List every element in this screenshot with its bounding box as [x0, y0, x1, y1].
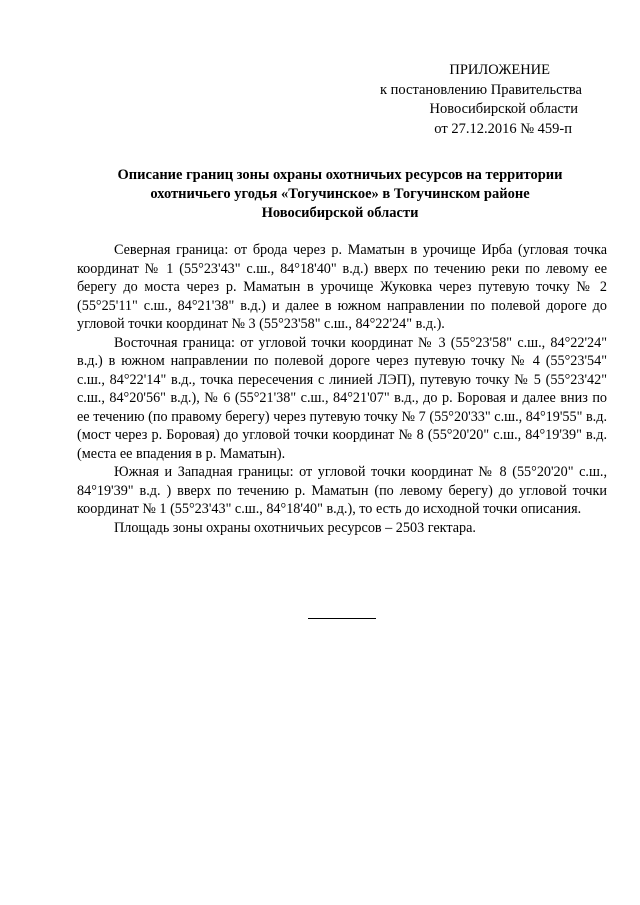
appendix-header	[302, 61, 582, 139]
document-title	[90, 166, 590, 223]
appendix-date-line: от 27.12.2016 № 459-п	[434, 120, 572, 137]
closing-separator-line	[308, 618, 376, 619]
document-title-line-2: охотничьего угодья «Тогучинское» в Тогучинском районе	[150, 186, 530, 202]
document-body	[77, 241, 607, 537]
paragraph-southern-western-border: Южная и Западная границы: от угловой точки координат № 8 (55°20'20" с.ш., 84°19'39" в.д. ) вверх по течению р. Маматын (по левому берегу) до угловой точки координат № 1 (55°23'43" с.ш., 84°18'40" в.д.), то есть до исходной точки описания.	[77, 464, 607, 517]
paragraph-eastern-border: Восточная граница: от угловой точки координат № 3 (55°23'58" с.ш., 84°22'24" в.д.) в южном направлении по полевой дороге через путевую точку № 4 (55°23'54" с.ш., 84°22'14" в.д., точка пересечения с линией ЛЭП), путевую точку № 5 (55°23'42" с.ш., 84°20'56" в.д.), № 6 (55°21'38" с.ш., 84°21'07" в.д., до р. Боровая и далее вниз по ее течению (по правому берегу) через путевую точку № 7 (55°20'33" с.ш., 84°19'55" в.д. (мост через р. Боровая) до угловой точки координат № 8 (55°20'20" с.ш., 84°19'39" в.д. (места ее впадения в р. Маматын).	[77, 334, 607, 462]
document-title-line-3: Новосибирской области	[261, 205, 419, 221]
appendix-title: ПРИЛОЖЕНИЕ	[449, 62, 550, 78]
paragraph-northern-border: Северная граница: от брода через р. Маматын в урочище Ирба (угловая точка координат № 1 (55°23'43" с.ш., 84°18'40" в.д.) вверх по течению реки по левому ее берегу до моста через р. Маматын в урочище Жуковка через путевую точку № 2 (55°25'11" с.ш., 84°21'38" в.д.) и далее в южном направлении по полевой дороге до угловой точки координат № 3 (55°23'58" с.ш., 84°22'24" в.д.).	[77, 242, 607, 332]
paragraph-area: Площадь зоны охраны охотничьих ресурсов – 2503 гектара.	[114, 519, 476, 536]
appendix-region-line: Новосибирской области	[429, 101, 578, 117]
document-title-line-1: Описание границ зоны охраны охотничьих ресурсов на территории	[117, 167, 563, 183]
appendix-resolution-line: к постановлению Правительства	[380, 81, 582, 98]
